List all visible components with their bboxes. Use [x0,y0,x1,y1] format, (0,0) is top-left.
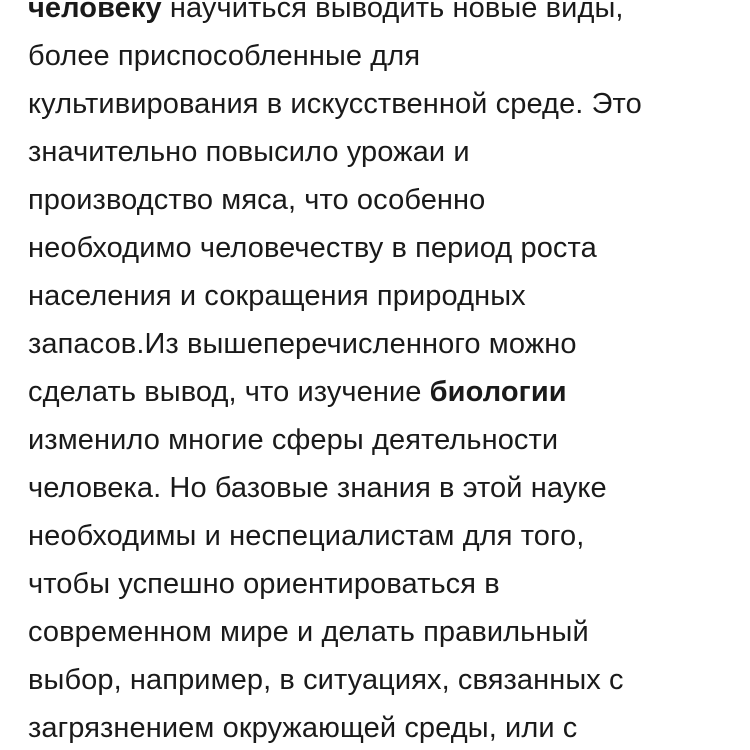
text-line-9-start: сделать вывод, что изучение [28,376,430,408]
text-line-3: культивирования в искусственной среде. Это [28,88,642,120]
text-line-12: необходимы и неспециалистам для того, [28,520,585,552]
bold-term-human: человеку [28,0,162,24]
text-line-15: выбор, например, в ситуациях, связанных с [28,664,624,696]
text-line-7: населения и сокращения природных [28,280,526,312]
text-line-1 [28,0,738,32]
text-line-9 [28,368,738,416]
text-line-4: значительно повысило урожаи и [28,136,470,168]
bold-term-biology: биологии [429,376,567,408]
text-line-11: человека. Но базовые знания в этой науке [28,472,607,504]
text-line-1-rest: научиться выводить новые виды, [161,0,624,24]
text-line-5: производство мяса, что особенно [28,184,486,216]
text-line-10: изменило многие сферы деятельности [28,424,559,456]
article-text [28,0,738,750]
text-line-14: современном мире и делать правильный [28,616,589,648]
text-line-6: необходимо человечеству в период роста [28,232,597,264]
text-line-8: запасов.Из вышеперечисленного можно [28,328,577,360]
text-line-13: чтобы успешно ориентироваться в [28,568,500,600]
text-line-16: загрязнением окружающей среды, или с [28,712,578,744]
text-line-2: более приспособленные для [28,40,421,72]
